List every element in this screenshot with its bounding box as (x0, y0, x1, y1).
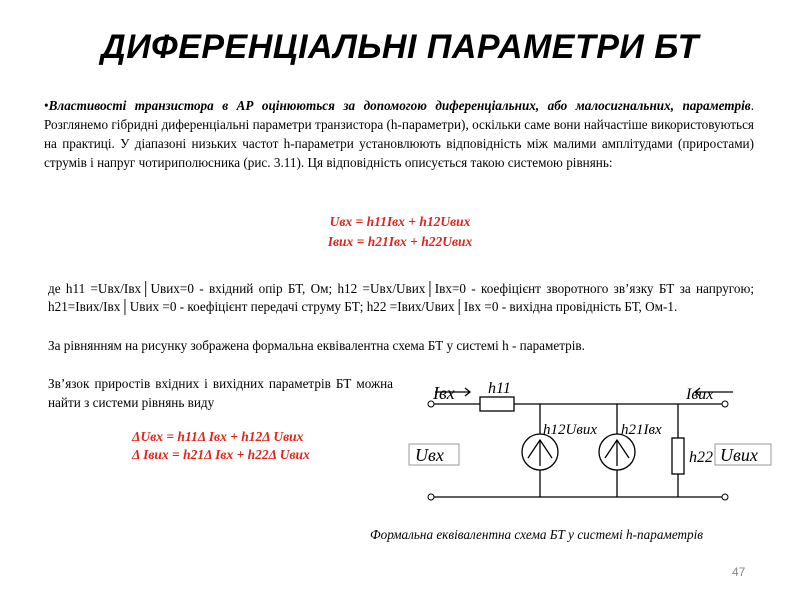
h12-source-label: h12Uвих (543, 422, 598, 438)
bullet: • (44, 98, 49, 113)
equation-system-1 (0, 212, 800, 252)
h22-label: h22 (689, 449, 713, 466)
intro-lead: Властивості транзистора в АР оцінюються за допомогою диференціальних, або малосигнальних, параметрів (48, 98, 751, 113)
equivalent-circuit-diagram (395, 368, 785, 518)
output-voltage-label: Uвих (720, 445, 758, 465)
output-current-label: Iвих (686, 386, 714, 403)
equation-system-2 (132, 428, 310, 464)
page-number: 47 (732, 565, 746, 579)
relation-text: Зв’язок приростів вхідних і вихідних параметрів БТ можна найти з системи рівнянь виду (48, 376, 393, 410)
scheme-note: За рівнянням на рисунку зображена формальна еквівалентна схема БТ у системі h - параметрів. (48, 338, 585, 353)
page-title: ДИФЕРЕНЦІАЛЬНІ ПАРАМЕТРИ БТ (101, 28, 699, 66)
equation-2-line-1: ΔUвх = h11Δ Iвх + h12Δ Uвих (132, 429, 304, 444)
equation-1-line-2: Iвих = h21Iвх + h22Uвих (327, 234, 473, 249)
parameter-definitions: де h11 =Uвх/Iвх│Uвих=0 - вхідний опір БТ, Ом; h12 =Uвх/Uвих│Iвх=0 - коефіцієнт зворотного зв’язку БТ за напругою; h21=Iвих/Iвх│Uвих =0 - коефіцієнт передачі струму БТ; h22 =Iвих/Uвих│Iвх =0 - вихідна провідність БТ, Ом-1. (48, 281, 754, 314)
equation-1-line-1: Uвх = h11Iвх + h12Uвих (329, 214, 471, 229)
intro-rest: . Розглянемо гібридні диференціальні параметри транзистора (h-параметри), оскільки саме вони найчастіше використовуються на практиці. У діапазоні низьких частот h-параметри установлюють відповідність між малими амплітудами (приростами) струмів і напруг чотириполюсника (рис. 3.11). Ця відповідність описується такою системою рівнянь: (44, 98, 754, 170)
input-voltage-label: Uвх (415, 445, 444, 465)
equation-2-line-2: Δ Iвих = h21Δ Iвх + h22Δ Uвих (132, 447, 310, 462)
input-current-label: Iвх (433, 383, 455, 403)
h11-label: h11 (488, 380, 511, 397)
intro-paragraph (44, 96, 754, 172)
h21-source-label: h21Iвх (621, 422, 662, 438)
figure-caption: Формальна еквівалентна схема БТ у системі h-параметрів (370, 527, 704, 542)
